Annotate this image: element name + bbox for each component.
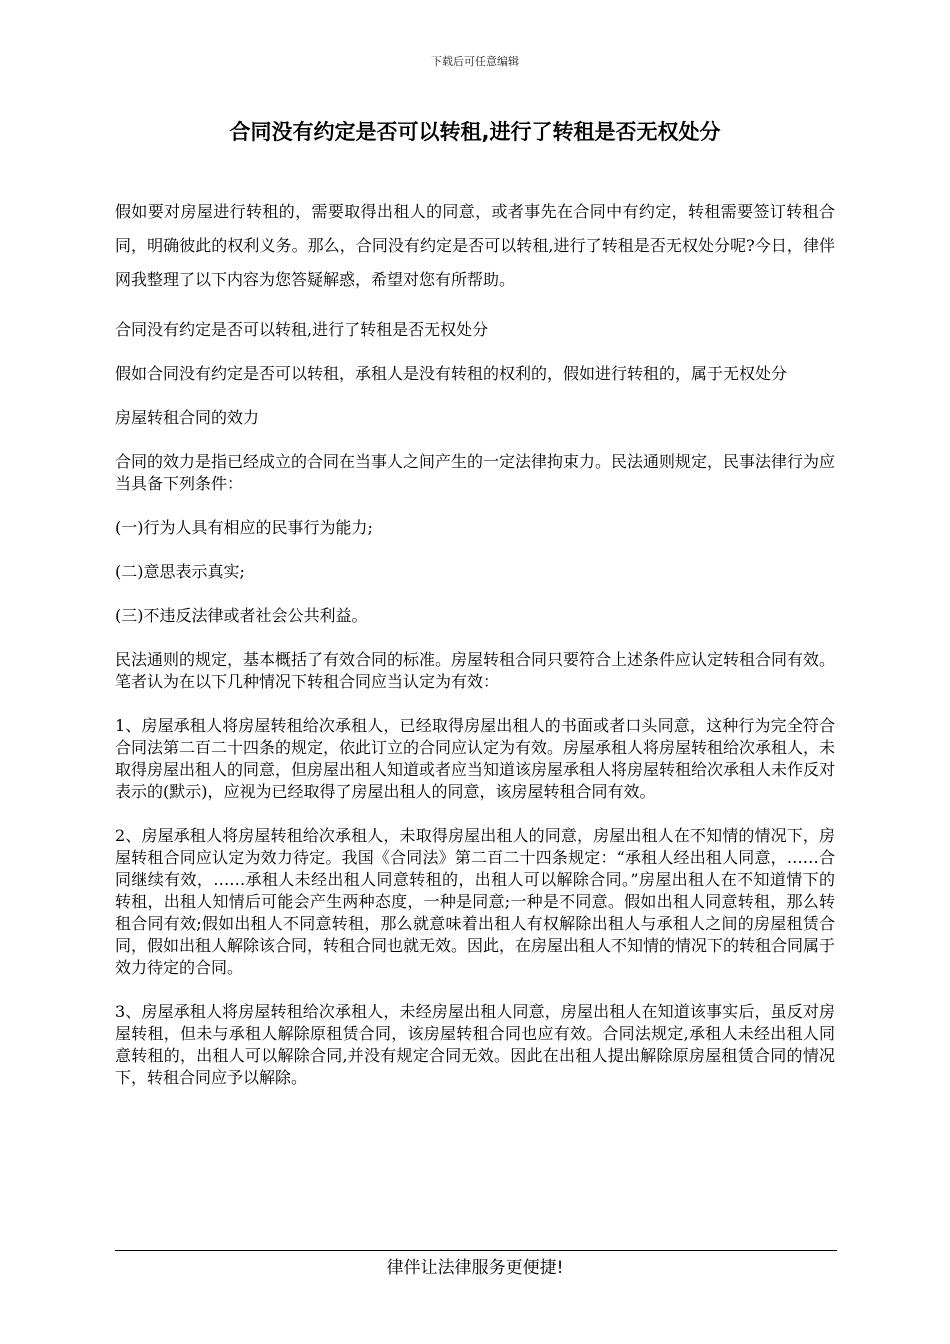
intro-paragraph: 假如要对房屋进行转租的，需要取得出租人的同意，或者事先在合同中有约定，转租需要签订转租合同，明确彼此的权利义务。那么，合同没有约定是否可以转租,进行了转租是否无权处分呢?今日，律伴网我整理了以下内容为您答疑解惑，希望对您有所帮助。 xyxy=(115,202,835,289)
footer-divider xyxy=(115,1250,837,1251)
footer-slogan: 律伴让法律服务更便捷! xyxy=(386,1258,564,1278)
body-paragraph: 合同的效力是指已经成立的合同在当事人之间产生的一定法律拘束力。民法通则规定，民事法律行为应当具备下列条件： xyxy=(115,452,836,493)
document-title: 合同没有约定是否可以转租,进行了转租是否无权处分 xyxy=(229,120,721,144)
condition-item: (二)意思表示真实; xyxy=(115,562,245,581)
condition-item: (一)行为人具有相应的民事行为能力; xyxy=(115,518,373,537)
page-header-note: 下载后可任意编辑 xyxy=(431,55,519,68)
document-body xyxy=(115,195,835,1111)
section-heading-transfer-question: 合同没有约定是否可以转租,进行了转租是否无权处分 xyxy=(115,320,489,339)
numbered-paragraph: 2、房屋承租人将房屋转租给次承租人，未取得房屋出租人的同意，房屋出租人在不知情的情况下，房屋转租合同应认定为效力待定。我国《合同法》第二百二十四条规定：“承租人经出租人同意，……合同继续有效，……承租人未经出租人同意转租的，出租人可以解除合同。”房屋出租人在不知道情下的转租，出租人知情后可能会产生两种态度，一种是同意;一种是不同意。假如出租人同意转租，那么转租合同有效;假如出租人不同意转租，那么就意味着出租人有权解除出租人与承租人之间的房屋租赁合同，假如出租人解除该合同，转租合同也就无效。因此，在房屋出租人不知情的情况下的转租合同属于效力待定的合同。 xyxy=(115,826,836,977)
numbered-paragraph: 1、房屋承租人将房屋转租给次承租人，已经取得房屋出租人的书面或者口头同意，这种行为完全符合合同法第二百二十四条的规定，依此订立的合同应认定为有效。房屋承租人将房屋转租给次承租人，未取得房屋出租人的同意，但房屋出租人知道或者应当知道该房屋承租人将房屋转租给次承租人未作反对表示的(默示)，应视为已经取得了房屋出租人的同意，该房屋转租合同有效。 xyxy=(115,716,836,801)
body-paragraph: 民法通则的规定，基本概括了有效合同的标准。房屋转租合同只要符合上述条件应认定转租合同有效。笔者认为在以下几种情况下转租合同应当认定为有效： xyxy=(115,650,836,691)
condition-item: (三)不违反法律或者社会公共利益。 xyxy=(115,606,368,625)
section-heading-contract-validity: 房屋转租合同的效力 xyxy=(115,408,260,427)
numbered-paragraph: 3、房屋承租人将房屋转租给次承租人，未经房屋出租人同意，房屋出租人在知道该事实后，虽反对房屋转租，但未与承租人解除原租赁合同，该房屋转租合同也应有效。合同法规定,承租人未经出租人同意转租的，出租人可以解除合同,并没有规定合同无效。因此在出租人提出解除原房屋租赁合同的情况下，转租合同应予以解除。 xyxy=(115,1002,835,1087)
body-paragraph: 假如合同没有约定是否可以转租，承租人是没有转租的权利的，假如进行转租的，属于无权处分 xyxy=(115,364,788,383)
